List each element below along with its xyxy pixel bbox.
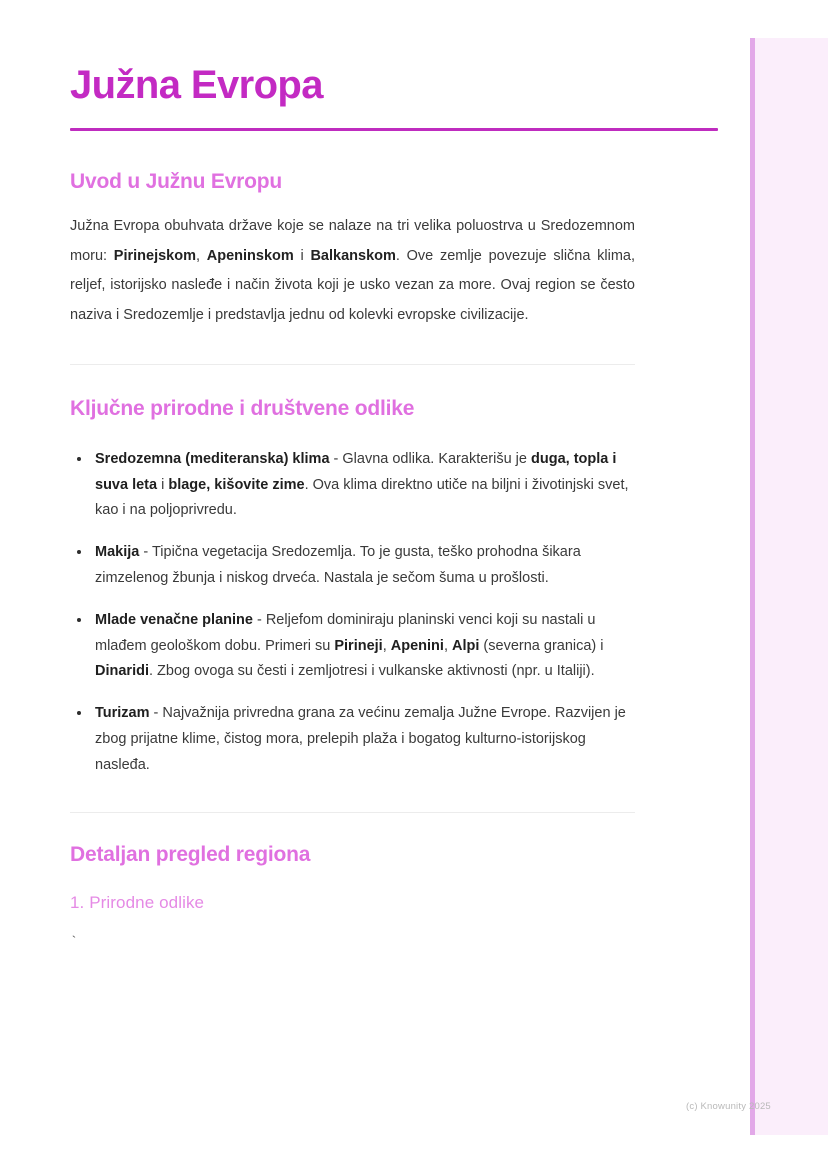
page-title: Južna Evropa xyxy=(70,63,323,107)
list-item: Makija - Tipična vegetacija Sredozemlja. To je gusta, teško prohodna šikara zimzelenog žbunja i niskog drveća. Nastala je sečom šuma u prošlosti. xyxy=(70,540,640,592)
stray-backtick-text: ` xyxy=(70,933,78,949)
intro-paragraph: Južna Evropa obuhvata države koje se nalaze na tri velika poluostrva u Sredozemnom moru: Pirinejskom, Apeninskom i Balkanskom. Ove zemlje povezuje slična klima, reljef, istorijsko nasleđe i način života koji je usko vezan za more. Ovaj region se često naziva i Sredozemlje i predstavlja jednu od kolevki evropske civilizacije. xyxy=(70,218,636,324)
decorative-side-band xyxy=(750,38,828,1135)
bullet-dot-icon xyxy=(77,457,81,461)
list-item: Mlade venačne planine - Reljefom dominiraju planinski venci koji su nastali u mlađem geološkom dobu. Primeri su Pirineji, Apenini, Alpi (severna granica) i Dinaridi. Zbog ovoga su česti i zemljotresi i vulkanske aktivnosti (npr. u Italiji). xyxy=(70,608,640,685)
section-heading-key-features: Ključne prirodne i društvene odlike xyxy=(70,396,415,420)
section-divider-1 xyxy=(70,364,635,365)
footer-copyright: (c) Knowunity 2025 xyxy=(686,1101,771,1112)
list-item: Turizam - Najvažnija privredna grana za većinu zemalja Južne Evrope. Razvijen je zbog prijatne klime, čistog mora, prelepih plaža i bogatog kulturno-istorijskog nasleđa. xyxy=(70,701,640,778)
subsection-heading-prirodne-odlike: 1. Prirodne odlike xyxy=(70,892,205,912)
bullet-dot-icon xyxy=(77,618,81,622)
section-heading-detailed-overview: Detaljan pregled regiona xyxy=(70,842,311,866)
section-divider-2 xyxy=(70,812,635,813)
bullet-dot-icon xyxy=(77,711,81,715)
list-item: Sredozemna (mediteranska) klima - Glavna odlika. Karakterišu je duga, topla i suva leta i blage, kišovite zime. Ova klima direktno utiče na biljni i životinjski svet, kao i na poljoprivredu. xyxy=(70,447,640,524)
decorative-side-band-edge xyxy=(750,38,755,1135)
title-underline-rule xyxy=(70,128,718,131)
bullet-dot-icon xyxy=(77,550,81,554)
key-features-list xyxy=(70,447,640,779)
section-heading-intro: Uvod u Južnu Evropu xyxy=(70,170,283,193)
